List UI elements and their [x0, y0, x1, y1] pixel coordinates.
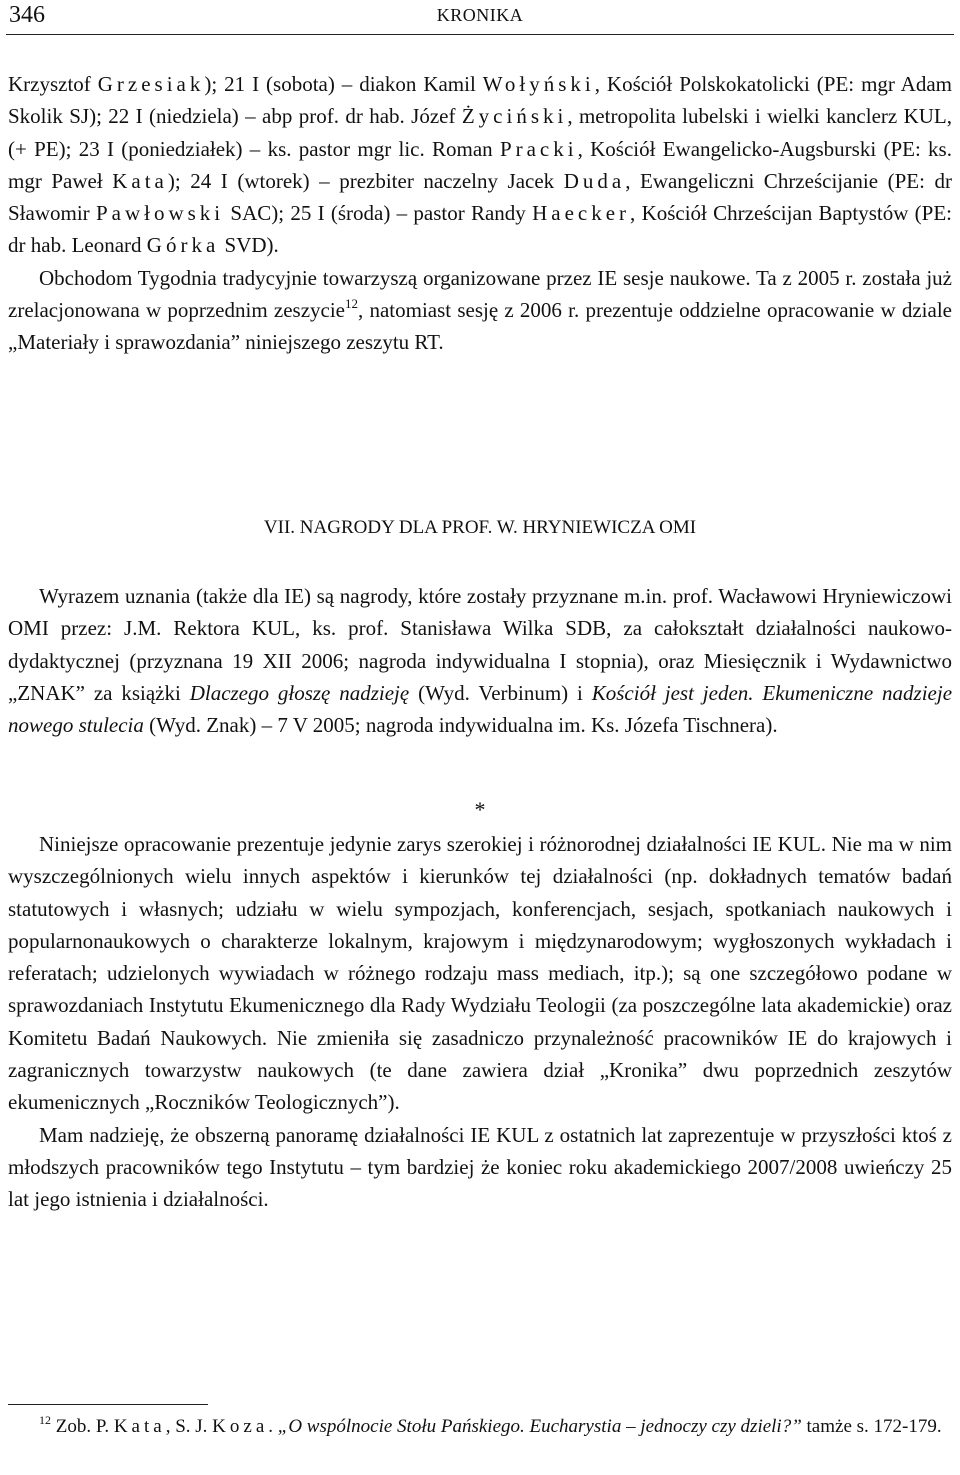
paragraph-sessions	[8, 262, 952, 359]
spaced-name: Górka	[146, 233, 220, 258]
footnote-divider	[8, 1404, 208, 1405]
text-run: , metropolita lubelski i wielki kanclerz KUL, (+ PE); 23 I (poniedziałek) – ks. pastor mgr lic. Roman	[8, 104, 952, 161]
spaced-name: Kata	[112, 168, 168, 193]
footnote-marker: 12	[39, 1413, 51, 1427]
paragraph-week-of-prayer-schedule	[8, 68, 952, 262]
text-run: Krzysztof	[8, 72, 98, 96]
text-run: SAC); 25 I (środa) – pastor Randy	[224, 201, 533, 226]
text-run: Zob. P.	[51, 1416, 114, 1437]
footnote	[8, 1414, 952, 1440]
spaced-name: Haecker	[532, 201, 631, 226]
body-text-awards	[8, 580, 952, 741]
asterisk-separator: *	[474, 797, 486, 822]
section-heading: VII. NAGRODY DLA PROF. W. HRYNIEWICZA OMI	[263, 517, 697, 538]
text-run: SVD).	[219, 233, 279, 258]
spaced-name: Pracki	[499, 136, 578, 161]
book-title: Dlaczego głoszę nadzieję	[189, 680, 410, 705]
text-run: , S. J.	[165, 1416, 213, 1437]
paragraph-summary: Niniejsze opracowanie prezentuje jedynie zarys szerokiej i różnorodnej działalności IE KUL. Nie ma w nim wyszczególnionych wielu innych aspektów i kierunków tej działalności (np. dokładnych tematów badań statutowych i własnych; udziału w wielu sympozjach, konferencjach, sesjach, spotkaniach naukowych i popularnonaukowych o charakterze lokalnym, krajowym i międzynarodowym; wygłoszonych wykładach i referatach; udzielonych wywiadach w różnego rodzaju mass mediach, itp.); są one szczegółowo podane w sprawozdaniach Instytutu Ekumenicznego dla Rady Wydziału Teologii (za poszczególne lata akademickie) oraz Komitetu Badań Naukowych. Nie zmieniła się zasadniczo przynależność pracowników IE do krajowych i zagranicznych towarzystw naukowych (te dane zawiera dział „Kronika” dwu poprzednich zeszytów ekumenicznych „Roczników Teologicznych”).	[8, 832, 952, 1115]
text-run: , Kościół Ewangelicko-Augsburski (PE: ks. mgr Paweł	[8, 136, 952, 193]
spaced-name: Wołyński	[482, 72, 595, 96]
text-run: Obchodom Tygodnia tradycyjnie towarzyszą organizowane przez IE sesje naukowe. Ta z 2005 r. została już zrelacjonowana w poprzednim zeszycie	[8, 265, 952, 323]
spaced-name: Kata	[113, 1416, 166, 1437]
text-run: .	[268, 1416, 278, 1437]
body-text-top	[8, 68, 952, 359]
footnote-reference[interactable]: 12	[345, 296, 358, 312]
paragraph-awards	[8, 580, 952, 741]
text-run: (Wyd. Verbinum) i	[409, 680, 592, 705]
page-number: 346	[9, 2, 45, 28]
spaced-name: Grzesiak	[97, 72, 205, 96]
text-run: , Kościół Polskokatolicki (PE: mgr Adam Skolik SJ); 22 I (niedziela) – abp prof. dr hab. Józef	[8, 72, 952, 129]
body-text-closing	[8, 828, 952, 1216]
text-run: , Kościół Chrześcijan Baptystów (PE: dr hab. Leonard	[8, 201, 952, 258]
cited-title: „O wspólnocie Stołu Pańskiego. Eucharystia – jednoczy czy dzieli?”	[277, 1416, 802, 1437]
text-run: ); 21 I (sobota) – diakon Kamil	[204, 72, 483, 96]
text-run: Wyrazem uznania (także dla IE) są nagrody, które zostały przyznane m.in. prof. Wacławowi Hryniewiczowi OMI przez: J.M. Rektora KUL, ks. prof. Stanisława Wilka SDB, za całokształt działalności naukowo-dydaktycznej (przyznana 19 XII 2006; nagroda indywidualna I stopnia), oraz Miesięcznik i Wydawnictwo „ZNAK” za książki	[8, 584, 952, 705]
spaced-name: Koza	[212, 1416, 269, 1437]
text-run: (Wyd. Znak) – 7 V 2005; nagroda indywidualna im. Ks. Józefa Tischnera).	[143, 713, 778, 738]
book-title: Kościół jest jeden. Ekumeniczne nadzieje nowego stulecia	[8, 680, 953, 738]
text-run: ); 24 I (wtorek) – prezbiter naczelny Jacek	[167, 168, 564, 193]
footnote-12	[8, 1414, 952, 1440]
running-head: KRONIKA	[436, 5, 524, 25]
text-run: , natomiast sesję z 2006 r. prezentuje oddzielne opracowanie w dziale „Materiały i sprawozdania” niniejszego zeszytu RT.	[8, 298, 952, 355]
text-run: tamże s. 172-179.	[801, 1416, 942, 1437]
spaced-name: Życiński	[461, 104, 568, 129]
paragraph-conclusion: Mam nadzieję, że obszerną panoramę działalności IE KUL z ostatnich lat zaprezentuje w przyszłości ktoś z młodszych pracowników tego Instytutu – tym bardziej że koniec roku akademickiego 2007/2008 uwieńczy 25 lat jego istnienia i działalności.	[8, 1122, 952, 1212]
spaced-name: Duda	[563, 168, 626, 193]
text-run: , Ewangeliczni Chrześcijanie (PE: dr Sławomir	[8, 168, 952, 226]
spaced-name: Pawłowski	[95, 201, 225, 226]
page-header	[6, 0, 954, 35]
